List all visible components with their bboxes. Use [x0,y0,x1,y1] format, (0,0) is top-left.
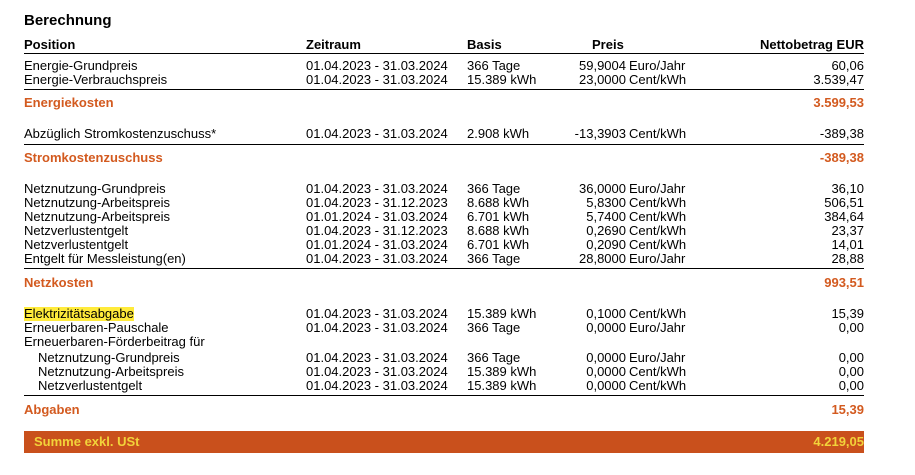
item-unit: Euro/Jahr [629,320,686,335]
item-preis: 5,8300 [586,195,626,210]
item-unit: Euro/Jahr [629,58,686,73]
item-unit: Cent/kWh [629,237,687,252]
item-unit: Cent/kWh [629,306,687,321]
item-zeitraum: 01.04.2023 - 31.03.2024 [306,72,448,87]
item-preis: 0,0000 [586,378,626,393]
header-zeitraum: Zeitraum [306,37,361,52]
item-basis: 6.701 kWh [467,237,530,252]
total-label: Summe exkl. USt [34,434,140,449]
header-preis: Preis [592,37,624,52]
item-unit: Cent/kWh [629,126,687,141]
item-unit: Cent/kWh [629,195,687,210]
line-item [0,73,915,87]
item-preis: 36,0000 [579,181,626,196]
item-preis: 0,0000 [586,364,626,379]
item-zeitraum: 01.04.2023 - 31.03.2024 [306,350,448,365]
item-amount: -389,38 [819,126,864,141]
line-item [0,224,915,238]
item-preis: 0,2690 [586,223,626,238]
subtotal-row [0,275,915,291]
subtotal-row [0,402,915,418]
item-preis: 0,2090 [586,237,626,252]
item-basis: 15.389 kWh [467,378,537,393]
item-position: Netznutzung-Arbeitspreis [38,364,184,379]
item-zeitraum: 01.04.2023 - 31.03.2024 [306,378,448,393]
item-position: Netznutzung-Grundpreis [38,350,180,365]
item-zeitraum: 01.04.2023 - 31.03.2024 [306,320,448,335]
item-preis: 0,0000 [586,350,626,365]
line-item [0,196,915,210]
item-preis: 59,9004 [579,58,626,73]
item-preis: 0,1000 [586,306,626,321]
item-unit: Cent/kWh [629,364,687,379]
item-amount: 3.539,47 [813,72,864,87]
item-position: Netznutzung-Arbeitspreis [24,195,170,210]
item-basis: 8.688 kWh [467,223,530,238]
total-bar [24,431,864,453]
item-basis: 366 Tage [467,181,521,196]
item-amount: 60,06 [831,58,864,73]
line-item [0,127,915,141]
item-basis: 366 Tage [467,320,521,335]
item-position: Netzverlustentgelt [38,378,143,393]
item-basis: 8.688 kWh [467,195,530,210]
subtotal-amount: 15,39 [831,402,864,417]
item-unit: Cent/kWh [629,72,687,87]
item-amount: 28,88 [831,251,864,266]
item-amount: 384,64 [824,209,864,224]
item-zeitraum: 01.04.2023 - 31.03.2024 [306,58,448,73]
subtotal-row [0,150,915,166]
item-unit: Euro/Jahr [629,251,686,266]
subtotal-label: Netzkosten [24,275,94,290]
item-position: Netznutzung-Grundpreis [24,181,166,196]
item-position: Netznutzung-Arbeitspreis [24,209,170,224]
item-basis: 15.389 kWh [467,364,537,379]
item-basis: 15.389 kWh [467,72,537,87]
subtotal-amount: 993,51 [824,275,864,290]
item-basis: 366 Tage [467,251,521,266]
line-item [0,182,915,196]
line-item-group-label [0,335,915,349]
item-zeitraum: 01.04.2023 - 31.03.2024 [306,364,448,379]
item-amount: 0,00 [838,350,864,365]
header-basis: Basis [467,37,502,52]
subtotal-label: Stromkostenzuschuss [24,150,163,165]
section-title: Berechnung [24,12,112,29]
item-zeitraum: 01.01.2024 - 31.03.2024 [306,209,448,224]
item-position: Netzverlustentgelt [24,237,129,252]
item-position: Erneuerbaren-Pauschale [24,320,169,335]
item-amount: 0,00 [838,320,864,335]
item-zeitraum: 01.04.2023 - 31.03.2024 [306,306,448,321]
item-zeitraum: 01.04.2023 - 31.03.2024 [306,126,448,141]
line-item [0,210,915,224]
item-position: Erneuerbaren-Förderbeitrag für [24,334,205,349]
item-preis: 23,0000 [579,72,626,87]
item-zeitraum: 01.01.2024 - 31.03.2024 [306,237,448,252]
divider [24,144,864,145]
item-amount: 36,10 [831,181,864,196]
total-amount: 4.219,05 [813,434,864,449]
item-amount: 15,39 [831,306,864,321]
line-item [0,321,915,335]
line-item [0,307,915,321]
item-preis: 28,8000 [579,251,626,266]
subtotal-amount: 3.599,53 [813,95,864,110]
divider [24,89,864,90]
item-basis: 366 Tage [467,58,521,73]
header-divider [24,53,864,54]
item-amount: 0,00 [838,364,864,379]
item-position: Netzverlustentgelt [24,223,129,238]
item-unit: Cent/kWh [629,378,687,393]
item-unit: Euro/Jahr [629,350,686,365]
item-position: Entgelt für Messleistung(en) [24,251,186,266]
item-basis: 2.908 kWh [467,126,530,141]
item-amount: 506,51 [824,195,864,210]
line-item [0,379,915,393]
item-position: Energie-Grundpreis [24,58,138,73]
item-amount: 14,01 [831,237,864,252]
item-basis: 366 Tage [467,350,521,365]
line-item [0,365,915,379]
item-preis: 5,7400 [586,209,626,224]
divider [24,268,864,269]
item-preis: -13,3903 [574,126,626,141]
line-item [0,351,915,365]
item-unit: Euro/Jahr [629,181,686,196]
subtotal-row [0,95,915,111]
subtotal-label: Abgaben [24,402,80,417]
item-preis: 0,0000 [586,320,626,335]
divider [24,395,864,396]
item-basis: 15.389 kWh [467,306,537,321]
item-position: Abzüglich Stromkostenzuschuss* [24,126,217,141]
header-betrag: Nettobetrag EUR [759,37,864,52]
item-amount: 0,00 [838,378,864,393]
line-item [0,238,915,252]
item-position: Energie-Verbrauchspreis [24,72,168,87]
subtotal-amount: -389,38 [819,150,864,165]
item-unit: Cent/kWh [629,209,687,224]
item-unit: Cent/kWh [629,223,687,238]
line-item [0,59,915,73]
item-basis: 6.701 kWh [467,209,530,224]
header-position: Position [24,37,76,52]
item-zeitraum: 01.04.2023 - 31.12.2023 [306,223,448,238]
item-amount: 23,37 [831,223,864,238]
item-zeitraum: 01.04.2023 - 31.03.2024 [306,251,448,266]
item-position-highlighted: Elektrizitätsabgabe [24,306,134,321]
subtotal-label: Energiekosten [24,95,114,110]
item-zeitraum: 01.04.2023 - 31.03.2024 [306,181,448,196]
item-zeitraum: 01.04.2023 - 31.12.2023 [306,195,448,210]
line-item [0,252,915,266]
